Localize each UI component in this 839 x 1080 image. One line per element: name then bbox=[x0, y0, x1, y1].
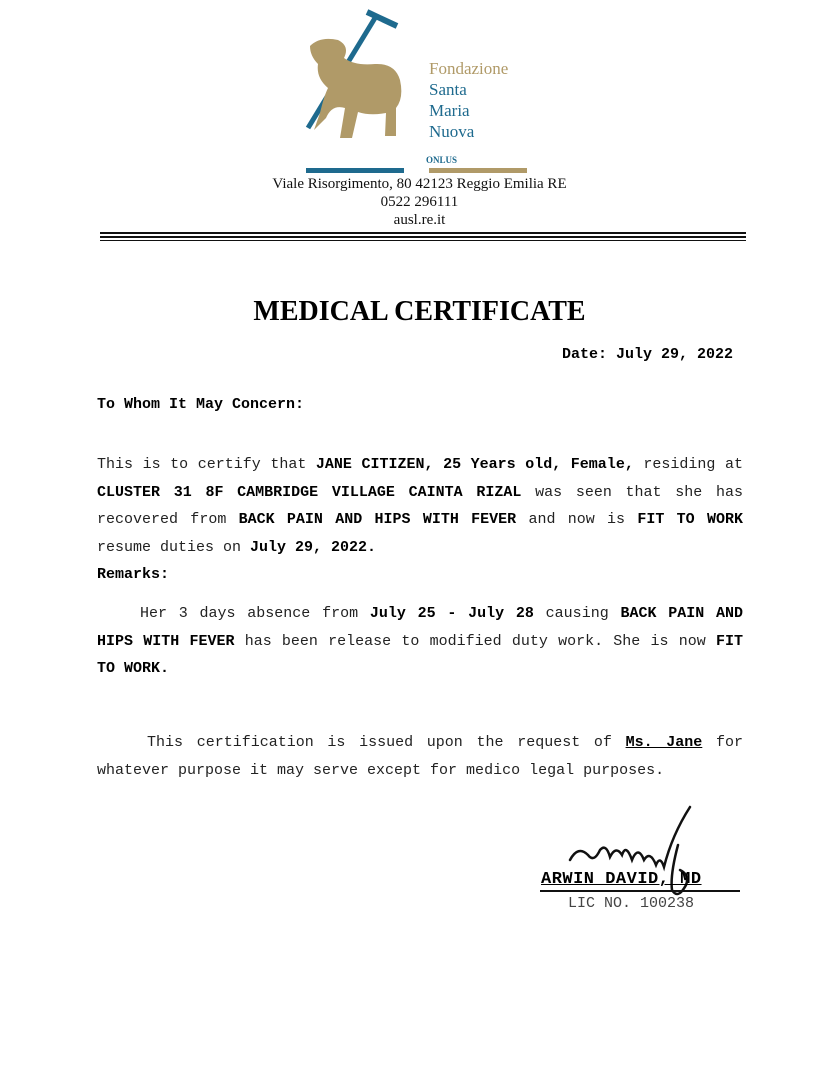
text: was seen that she has recovered from bbox=[97, 483, 743, 528]
org-name-line2: Santa bbox=[429, 80, 467, 99]
certification-paragraph bbox=[97, 451, 743, 561]
blue-bar bbox=[306, 168, 404, 173]
signature-line bbox=[540, 890, 740, 892]
org-name-line4: Nuova bbox=[429, 122, 475, 141]
absence-dates: July 25 - July 28 bbox=[369, 605, 534, 622]
phone: 0522 296111 bbox=[380, 194, 459, 210]
fitness-status: FIT TO WORK bbox=[637, 511, 743, 528]
text: for whatever purpose it may serve except for medico legal purposes. bbox=[97, 734, 743, 779]
divider bbox=[100, 236, 746, 238]
website: ausl.re.it bbox=[393, 212, 446, 228]
purpose-paragraph bbox=[97, 729, 743, 784]
text: resume duties on bbox=[97, 538, 251, 556]
org-name-line3: Maria bbox=[429, 101, 470, 120]
org-name-line1: Fondazione bbox=[429, 59, 509, 78]
text: causing bbox=[533, 605, 621, 622]
org-tag: ONLUS bbox=[426, 155, 458, 165]
document-title: MEDICAL CERTIFICATE bbox=[253, 296, 586, 327]
address: Viale Risorgimento, 80 42123 Reggio Emilia RE bbox=[272, 176, 567, 192]
fitness-status: FIT TO WORK. bbox=[97, 632, 743, 677]
text: has been release to modified duty work. She is now bbox=[234, 632, 716, 650]
divider bbox=[100, 240, 746, 241]
patient-address: CLUSTER 31 8F CAMBRIDGE VILLAGE CAINTA RIZAL bbox=[97, 483, 522, 501]
text: This is to certify that bbox=[97, 456, 316, 473]
gold-bar bbox=[429, 168, 527, 173]
text: residing at bbox=[633, 456, 743, 473]
resume-date: July 29, 2022. bbox=[250, 538, 377, 556]
text: and now is bbox=[516, 511, 638, 528]
diagnosis: BACK PAIN AND HIPS WITH FEVER bbox=[97, 605, 744, 650]
greeting: To Whom It May Concern: bbox=[97, 396, 305, 413]
patient-info: JANE CITIZEN, 25 Years old, Female, bbox=[315, 456, 634, 473]
text: Her 3 days absence from bbox=[140, 605, 370, 622]
requester-name: Ms. Jane bbox=[625, 734, 703, 751]
remarks-label: Remarks: bbox=[97, 566, 170, 583]
physician-name: ARWIN DAVID, MD bbox=[541, 870, 702, 889]
remarks-paragraph bbox=[97, 600, 743, 683]
date: Date: July 29, 2022 bbox=[561, 346, 733, 363]
divider bbox=[100, 232, 746, 234]
diagnosis: BACK PAIN AND HIPS WITH FEVER bbox=[238, 511, 517, 528]
lamb-logo bbox=[300, 8, 420, 143]
license-number: LIC NO. 100238 bbox=[568, 895, 695, 912]
text: This certification is issued upon the request of bbox=[147, 734, 626, 751]
